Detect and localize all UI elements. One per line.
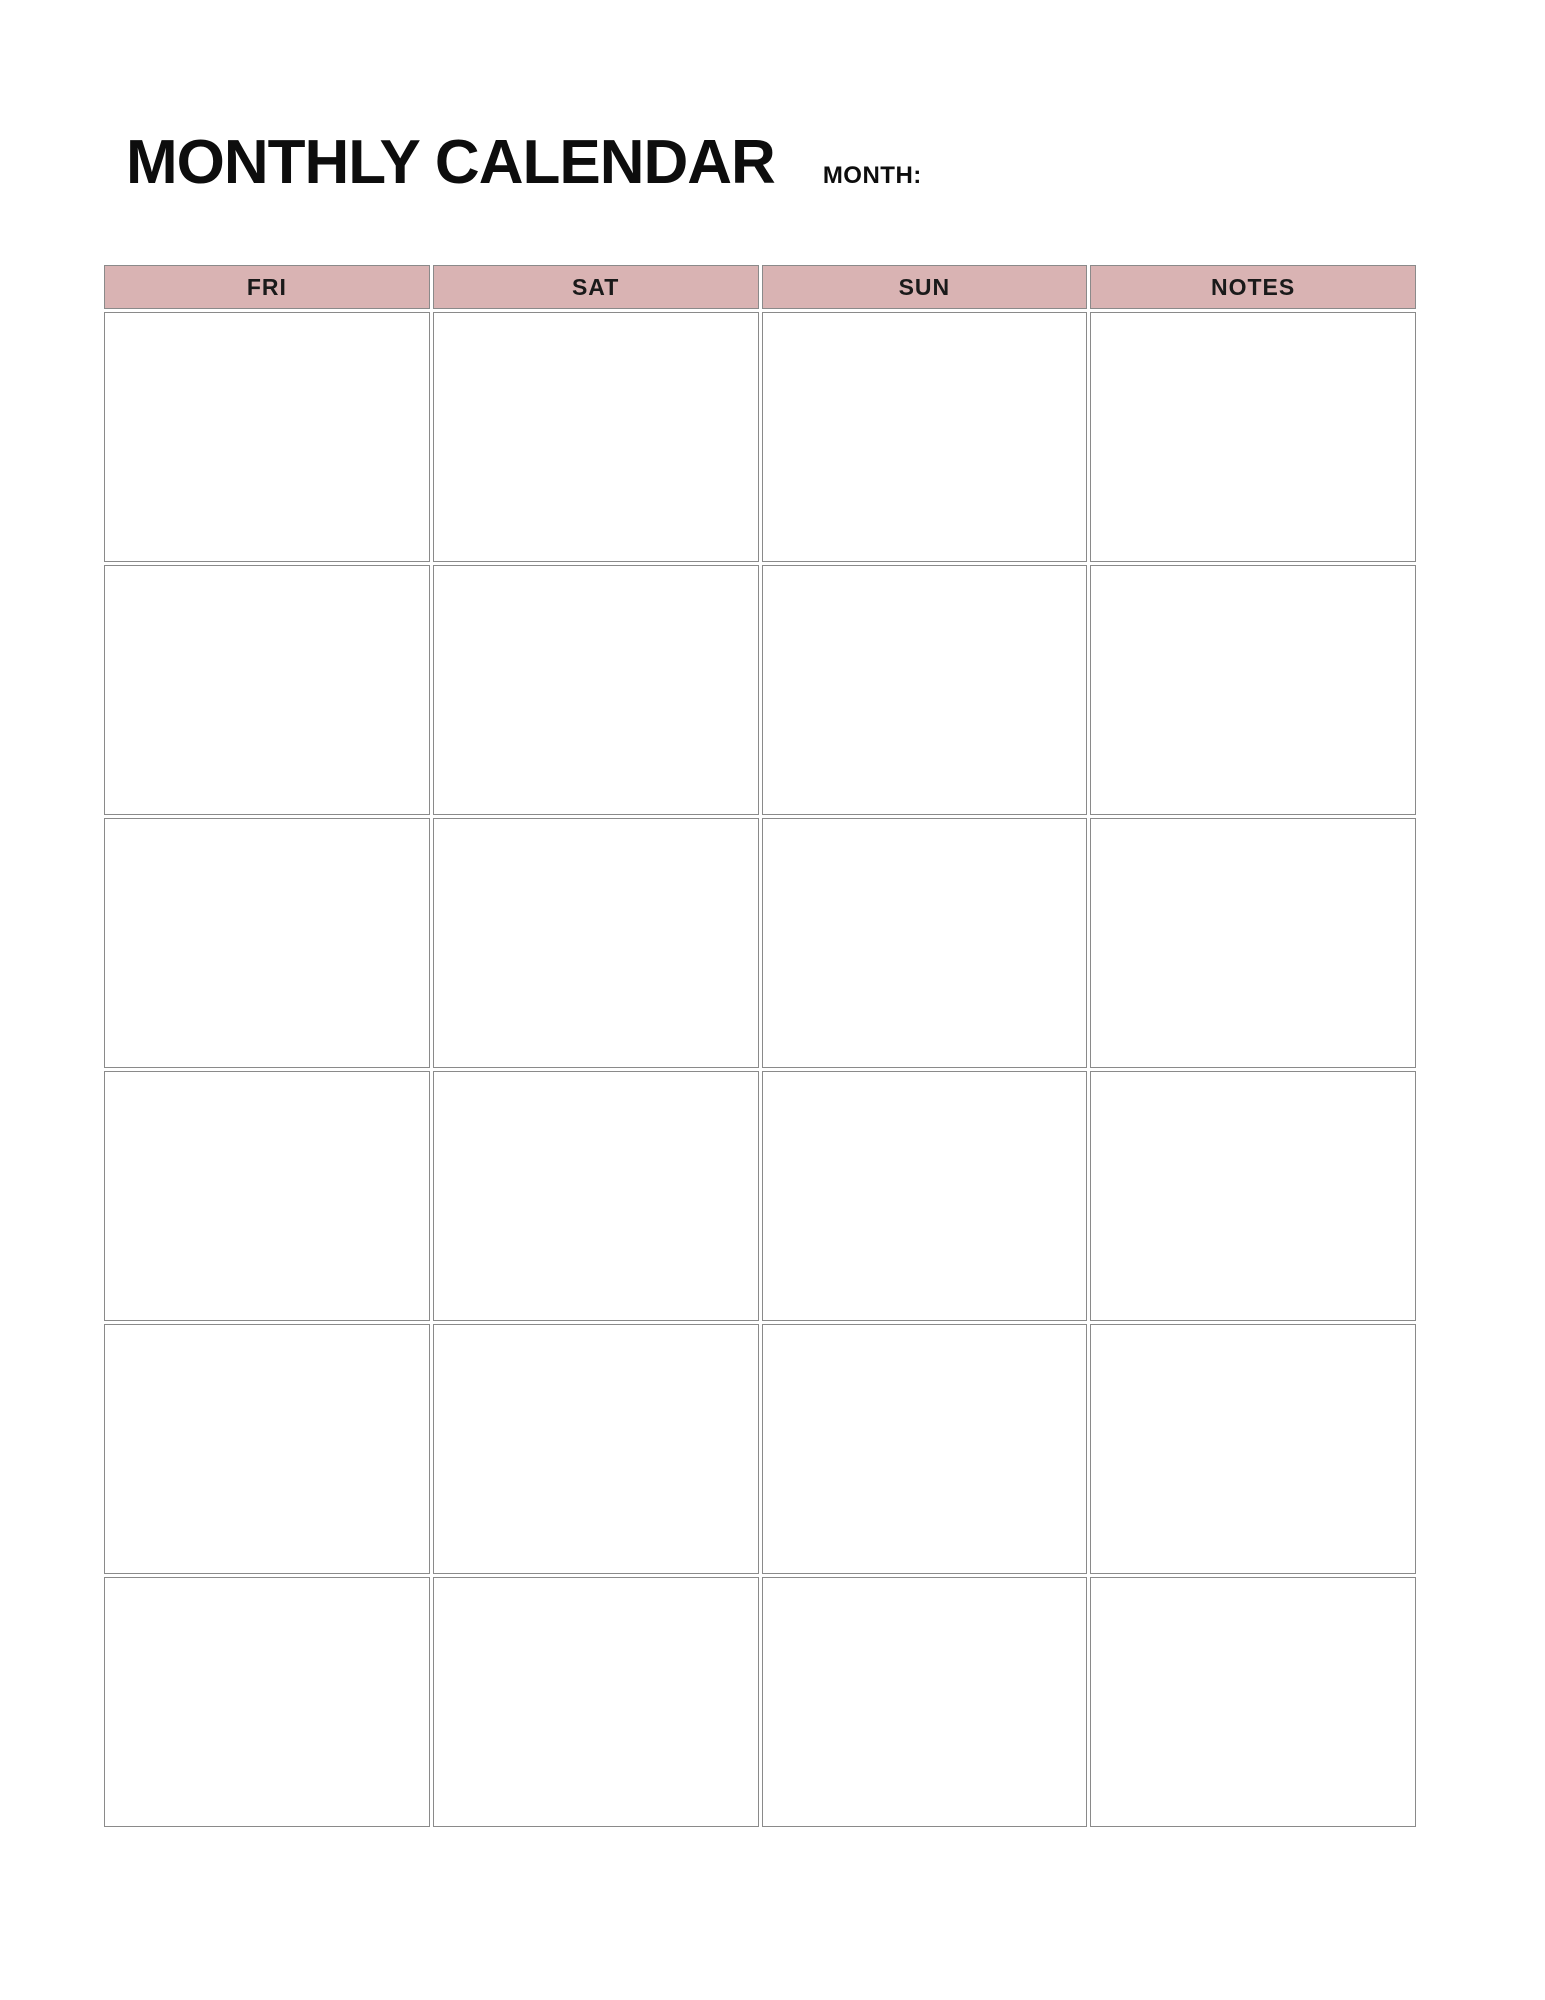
- day-cell[interactable]: [762, 1324, 1088, 1574]
- notes-cell[interactable]: [1090, 818, 1416, 1068]
- day-cell[interactable]: [104, 1324, 430, 1574]
- page-title: MONTHLY CALENDAR: [126, 128, 775, 197]
- page-header: [126, 128, 1426, 204]
- notes-cell[interactable]: [1090, 565, 1416, 815]
- day-cell[interactable]: [762, 1577, 1088, 1827]
- month-field-label: [823, 162, 922, 190]
- day-cell[interactable]: [104, 312, 430, 562]
- calendar-table: [104, 265, 1416, 1827]
- day-cell[interactable]: [104, 1577, 430, 1827]
- calendar-body: [104, 312, 1416, 1827]
- column-header-notes: NOTES: [1090, 265, 1416, 309]
- day-cell[interactable]: [433, 1324, 759, 1574]
- day-cell[interactable]: [762, 1071, 1088, 1321]
- column-header-sun: SUN: [762, 265, 1088, 309]
- day-cell[interactable]: [762, 818, 1088, 1068]
- column-header-fri: FRI: [104, 265, 430, 309]
- month-label-text: MONTH:: [822, 162, 922, 189]
- column-header-sat: SAT: [433, 265, 759, 309]
- day-cell[interactable]: [433, 1071, 759, 1321]
- day-cell[interactable]: [433, 818, 759, 1068]
- notes-cell[interactable]: [1090, 1324, 1416, 1574]
- day-cell[interactable]: [104, 818, 430, 1068]
- notes-cell[interactable]: [1090, 312, 1416, 562]
- day-cell[interactable]: [433, 1577, 759, 1827]
- notes-cell[interactable]: [1090, 1577, 1416, 1827]
- calendar-header-row: [104, 265, 1416, 309]
- day-cell[interactable]: [104, 1071, 430, 1321]
- day-cell[interactable]: [762, 565, 1088, 815]
- day-cell[interactable]: [433, 312, 759, 562]
- day-cell[interactable]: [762, 312, 1088, 562]
- day-cell[interactable]: [433, 565, 759, 815]
- day-cell[interactable]: [104, 565, 430, 815]
- notes-cell[interactable]: [1090, 1071, 1416, 1321]
